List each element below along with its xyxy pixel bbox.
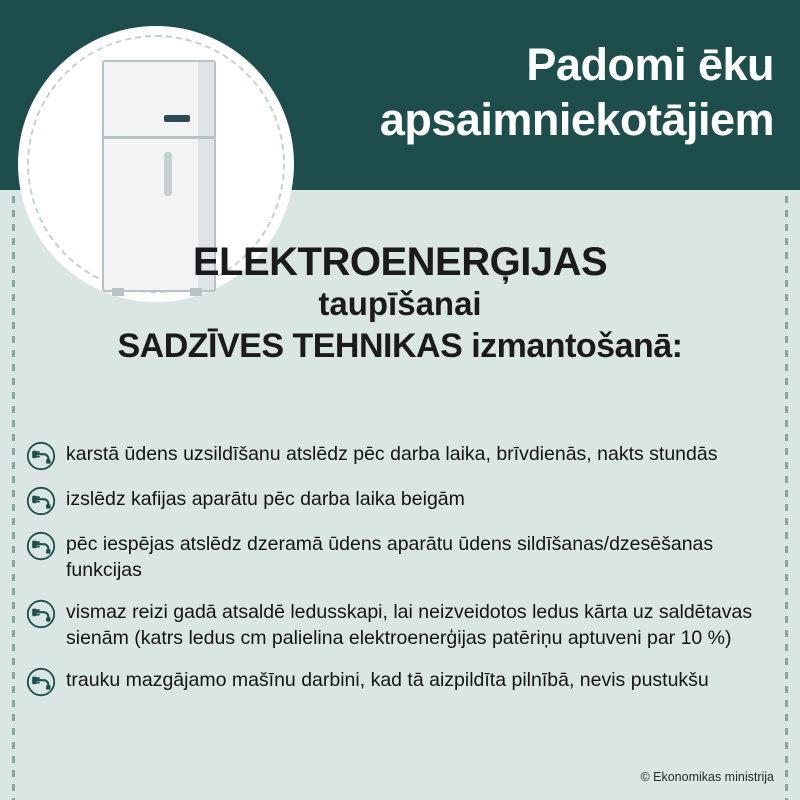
refrigerator-freezer-handle — [164, 115, 190, 122]
tip-text: izslēdz kafijas aparātu pēc darba laika beigām — [66, 488, 465, 510]
list-item — [26, 598, 776, 652]
subtitle-line-1: ELEKTROENERĢIJAS — [192, 240, 608, 284]
headline-line-2: apsaimniekotājiem — [379, 93, 774, 145]
list-item — [26, 440, 776, 471]
subtitle-line-3: SADZĪVES TEHNIKAS izmantošanā: — [117, 326, 683, 365]
power-plug-icon — [26, 667, 56, 697]
refrigerator-door-handle — [164, 152, 172, 196]
tip-text: trauku mazgājamo mašīnu darbini, kad tā aizpildīta pilnībā, nevis pustukšu — [66, 668, 709, 691]
refrigerator-door-split — [104, 136, 214, 139]
list-item — [26, 485, 776, 516]
headline-line-1: Padomi ēku — [526, 39, 774, 90]
list-item — [26, 530, 776, 584]
power-plug-icon — [26, 486, 56, 516]
power-plug-icon — [26, 531, 56, 561]
list-item — [26, 666, 776, 697]
tip-text: karstā ūdens uzsildīšanu atslēdz pēc darba laika, brīvdienās, nakts stundās — [66, 443, 718, 465]
power-plug-icon — [26, 599, 56, 629]
tip-text: pēc iespējas atslēdz dzeramā ūdens aparātu ūdens sildīšanas/dzesēšanas funkcijas — [66, 533, 714, 581]
power-plug-icon — [26, 441, 56, 471]
tip-text: vismaz reizi gadā atsaldē ledusskapi, lai neizveidotos ledus kārta uz saldētavas sienām (katrs ledus cm palielina elektroenerģijas patēriņu aptuveni par 10 %) — [66, 600, 753, 649]
subtitle-line-2: taupīšanai — [318, 284, 482, 322]
copyright-credit: © Ekonomikas ministrija — [640, 770, 774, 784]
tips-list — [26, 440, 776, 711]
poster-subtitle — [30, 240, 770, 368]
